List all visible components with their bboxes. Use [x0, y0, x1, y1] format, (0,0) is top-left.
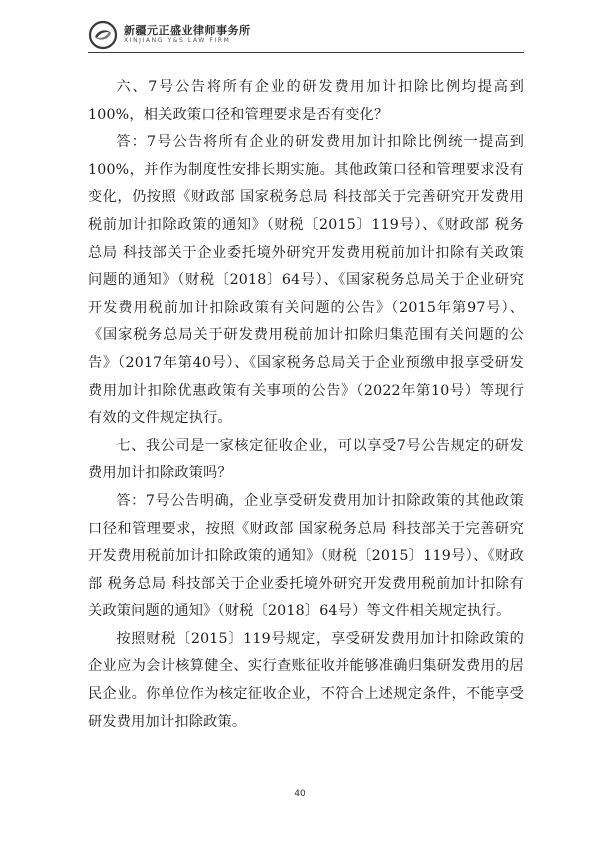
firm-name-chinese: 新疆元正盛业律师事务所 [124, 24, 251, 37]
letterhead [88, 20, 528, 50]
question-seven: 七、我公司是一家核定征收企业，可以享受7号公告规定的研发费用加计扣除政策吗？ [88, 437, 524, 482]
answer-seven: 答：7号公告明确，企业享受研发费用加计扣除政策的其他政策口径和管理要求，按照《财政部 国家税务总局 科技部关于完善研究开发费用税前加计扣除政策的通知》（财税〔2015〕119号）、《财政部 税务总局 科技部关于企业委托境外研究开发费用税前加计扣除有关政策问题的通知》（财税〔2018〕64号）等文件相关规定执行。 [88, 492, 524, 620]
firm-name-english: XINJIANG Y&S LAW FIRM [124, 37, 231, 44]
answer-seven-continued: 按照财税〔2015〕119号规定，享受研发费用加计扣除政策的企业应为会计核算健全、实行查账征收并能够准确归集研发费用的居民企业。你单位作为核定征收企业，不符合上述规定条件，不能享受研发费用加计扣除政策。 [88, 630, 524, 730]
answer-six: 答：7号公告将所有企业的研发费用加计扣除比例统一提高到100%，并作为制度性安排长期实施。其他政策口径和管理要求没有变化，仍按照《财政部 国家税务总局 科技部关于完善研究开发费用税前加计扣除政策的通知》（财税〔2015〕119号）、《财政部 税务总局 科技部关于企业委托境外研究开发费用税前加计扣除有关政策问题的通知》（财税〔2018〕64号）、《国家税务总局关于企业研究开发费用税前加计扣除政策有关问题的公告》（2015年第97号）、《国家税务总局关于研发费用税前加计扣除归集范围有关问题的公告》（2017年第40号）、《国家税务总局关于企业预缴申报享受研发费用加计扣除优惠政策有关事项的公告》（2022年第10号）等现行有效的文件规定执行。 [88, 134, 524, 427]
header-divider [88, 52, 524, 53]
page-number: 40 [294, 789, 306, 799]
law-firm-logo-icon [88, 20, 118, 50]
document-body [88, 74, 524, 736]
question-six: 六、7号公告将所有企业的研发费用加计扣除比例均提高到100%，相关政策口径和管理要求是否有变化？ [88, 79, 524, 123]
